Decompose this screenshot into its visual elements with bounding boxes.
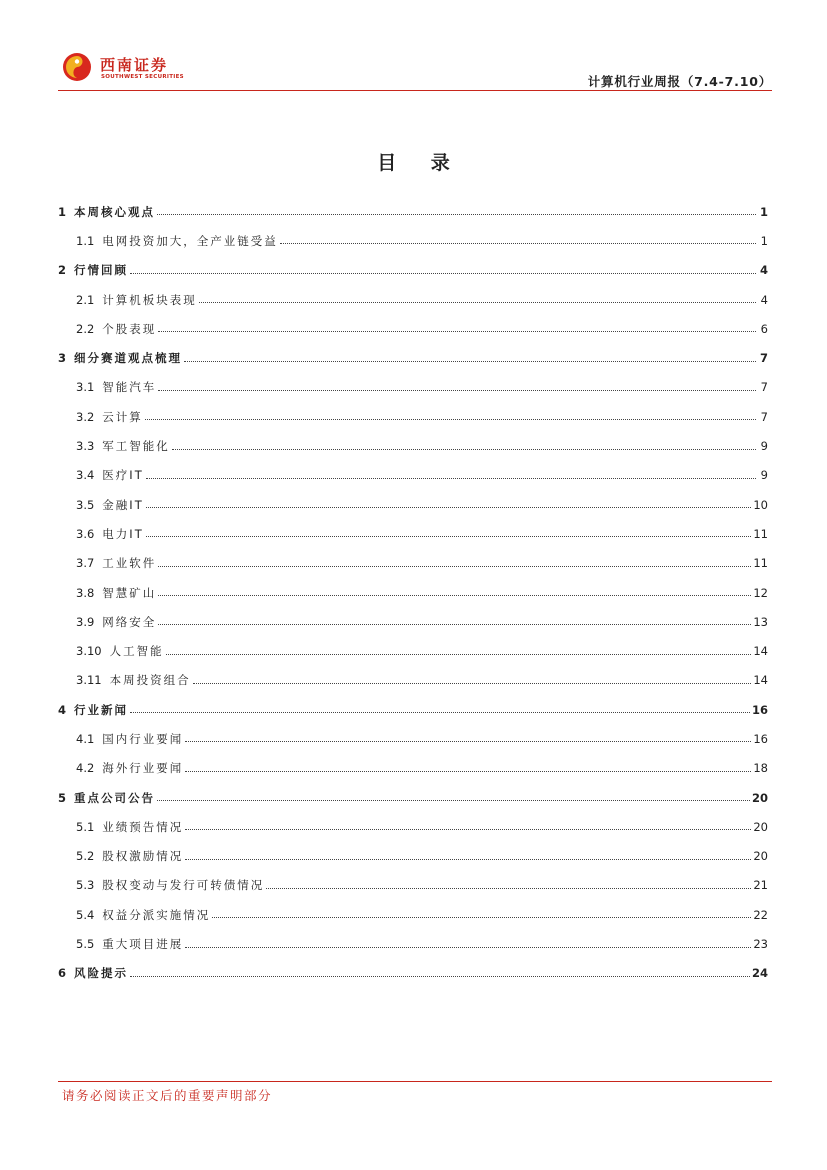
toc-subsection-entry[interactable] — [58, 461, 768, 490]
toc-page-number: 1 — [760, 233, 768, 248]
logo-chinese-name: 西南证券 — [100, 56, 169, 74]
toc-page-number: 7 — [759, 351, 768, 366]
toc-page-number: 11 — [753, 556, 768, 571]
toc-page-number: 11 — [753, 526, 768, 541]
toc-section-entry[interactable] — [58, 695, 768, 724]
toc-section-entry[interactable] — [58, 197, 768, 226]
toc-dot-leader — [199, 294, 756, 303]
toc-subsection-entry[interactable] — [58, 549, 768, 578]
toc-subsection-entry[interactable] — [58, 607, 768, 636]
table-of-contents — [58, 197, 768, 988]
toc-entry-number: 5.4 — [76, 907, 95, 922]
toc-section-entry[interactable] — [58, 959, 768, 988]
logo-english-name: SOUTHWEST SECURITIES — [101, 74, 184, 80]
toc-page-number: 20 — [751, 790, 768, 805]
toc-entry-number: 3.11 — [76, 673, 102, 688]
toc-page-number: 14 — [753, 673, 768, 688]
toc-subsection-entry[interactable] — [58, 842, 768, 871]
toc-dot-leader — [185, 763, 751, 772]
toc-entry-title: 云计算 — [102, 409, 143, 424]
toc-page-number: 12 — [753, 585, 768, 600]
footer-disclaimer: 请务必阅读正文后的重要声明部分 — [62, 1088, 273, 1103]
toc-entry-title: 网络安全 — [102, 614, 157, 629]
toc-entry-title: 智能汽车 — [102, 380, 157, 395]
toc-entry-title: 本周核心观点 — [74, 204, 156, 219]
toc-subsection-entry[interactable] — [58, 226, 768, 255]
toc-subsection-entry[interactable] — [58, 812, 768, 841]
toc-subsection-entry[interactable] — [58, 373, 768, 402]
toc-entry-number: 4.1 — [76, 731, 95, 746]
toc-page-number: 16 — [753, 731, 768, 746]
toc-entry-number: 3.4 — [76, 468, 95, 483]
toc-entry-title: 股权激励情况 — [102, 849, 184, 864]
toc-subsection-entry[interactable] — [58, 929, 768, 958]
toc-page-number: 22 — [753, 907, 768, 922]
toc-dot-leader — [166, 646, 752, 655]
toc-page-number: 7 — [760, 380, 768, 395]
toc-entry-number: 3.7 — [76, 556, 95, 571]
toc-entry-number: 3.2 — [76, 409, 95, 424]
company-logo — [62, 50, 192, 86]
toc-dot-leader — [130, 265, 756, 274]
toc-entry-number: 3.8 — [76, 585, 95, 600]
toc-page-number: 10 — [753, 497, 768, 512]
toc-page-number: 21 — [753, 878, 768, 893]
toc-page-number: 6 — [760, 321, 768, 336]
toc-page-number: 16 — [751, 702, 768, 717]
toc-dot-leader — [185, 939, 751, 948]
toc-entry-title: 人工智能 — [109, 644, 164, 659]
page-header — [58, 50, 772, 94]
toc-entry-title: 智慧矿山 — [102, 585, 157, 600]
toc-page-number: 13 — [753, 614, 768, 629]
toc-entry-number: 3.9 — [76, 614, 95, 629]
toc-entry-number: 5.2 — [76, 849, 95, 864]
toc-page-number: 20 — [753, 819, 768, 834]
toc-subsection-entry[interactable] — [58, 285, 768, 314]
toc-subsection-entry[interactable] — [58, 431, 768, 460]
toc-subsection-entry[interactable] — [58, 490, 768, 519]
toc-entry-number: 3.10 — [76, 644, 102, 659]
toc-page-number: 9 — [760, 468, 768, 483]
toc-entry-title: 风险提示 — [74, 966, 129, 981]
toc-subsection-entry[interactable] — [58, 578, 768, 607]
logo-mark-icon — [62, 52, 92, 82]
toc-entry-title: 金融IT — [102, 497, 144, 512]
toc-subsection-entry[interactable] — [58, 871, 768, 900]
toc-entry-number: 1 — [58, 204, 67, 219]
toc-entry-number: 5 — [58, 790, 67, 805]
toc-dot-leader — [158, 323, 756, 332]
toc-page-number: 4 — [759, 263, 768, 278]
toc-entry-number: 3.3 — [76, 439, 95, 454]
toc-subsection-entry[interactable] — [58, 636, 768, 665]
toc-dot-leader — [157, 206, 756, 215]
toc-entry-title: 重点公司公告 — [74, 790, 156, 805]
toc-heading: 目 录 — [377, 152, 464, 174]
toc-entry-title: 业绩预告情况 — [102, 819, 184, 834]
toc-dot-leader — [172, 441, 756, 450]
toc-entry-number: 5.1 — [76, 819, 95, 834]
toc-dot-leader — [212, 909, 751, 918]
toc-dot-leader — [146, 470, 756, 479]
toc-dot-leader — [146, 499, 752, 508]
toc-dot-leader — [158, 587, 751, 596]
toc-page-number: 1 — [759, 204, 768, 219]
report-title: 计算机行业周报（7.4-7.10） — [587, 74, 772, 89]
toc-entry-title: 重大项目进展 — [102, 937, 184, 952]
toc-entry-number: 5.3 — [76, 878, 95, 893]
toc-entry-title: 医疗IT — [102, 468, 144, 483]
toc-subsection-entry[interactable] — [58, 900, 768, 929]
toc-dot-leader — [185, 851, 751, 860]
toc-entry-title: 电力IT — [102, 526, 144, 541]
toc-dot-leader — [185, 733, 751, 742]
toc-dot-leader — [193, 675, 752, 684]
footer-divider — [58, 1081, 772, 1082]
toc-dot-leader — [280, 235, 756, 244]
toc-entry-title: 行情回顾 — [74, 263, 129, 278]
toc-entry-title: 权益分派实施情况 — [102, 907, 211, 922]
toc-entry-title: 股权变动与发行可转债情况 — [102, 878, 265, 893]
toc-subsection-entry[interactable] — [58, 724, 768, 753]
toc-page-number: 24 — [751, 966, 768, 981]
toc-entry-title: 行业新闻 — [74, 702, 129, 717]
toc-entry-title: 个股表现 — [102, 321, 157, 336]
toc-dot-leader — [130, 968, 750, 977]
toc-entry-number: 3 — [58, 351, 67, 366]
toc-dot-leader — [158, 558, 751, 567]
toc-entry-number: 1.1 — [76, 233, 95, 248]
toc-page-number: 14 — [753, 644, 768, 659]
toc-entry-number: 2 — [58, 263, 67, 278]
toc-subsection-entry[interactable] — [58, 519, 768, 548]
toc-dot-leader — [145, 411, 756, 420]
toc-entry-number: 6 — [58, 966, 67, 981]
toc-entry-number: 5.5 — [76, 937, 95, 952]
toc-section-entry[interactable] — [58, 256, 768, 285]
toc-entry-title: 海外行业要闻 — [102, 761, 184, 776]
toc-entry-number: 2.1 — [76, 292, 95, 307]
toc-entry-title: 电网投资加大，全产业链受益 — [102, 233, 278, 248]
toc-dot-leader — [146, 528, 752, 537]
toc-dot-leader — [158, 616, 751, 625]
toc-page-number: 9 — [760, 439, 768, 454]
toc-dot-leader — [157, 792, 750, 801]
toc-page-number: 23 — [753, 937, 768, 952]
toc-page-number: 18 — [753, 761, 768, 776]
toc-subsection-entry[interactable] — [58, 666, 768, 695]
toc-entry-number: 4 — [58, 702, 67, 717]
toc-entry-title: 细分赛道观点梳理 — [74, 351, 183, 366]
toc-page-number: 7 — [760, 409, 768, 424]
header-divider — [58, 90, 772, 91]
toc-entry-title: 计算机板块表现 — [102, 292, 197, 307]
toc-entry-number: 2.2 — [76, 321, 95, 336]
toc-page-number: 20 — [753, 849, 768, 864]
toc-entry-number: 3.5 — [76, 497, 95, 512]
toc-dot-leader — [158, 382, 756, 391]
toc-dot-leader — [266, 880, 751, 889]
toc-entry-title: 军工智能化 — [102, 439, 170, 454]
toc-section-entry[interactable] — [58, 343, 768, 372]
toc-entry-number: 4.2 — [76, 761, 95, 776]
toc-subsection-entry[interactable] — [58, 314, 768, 343]
toc-entry-title: 工业软件 — [102, 556, 157, 571]
toc-entry-title: 国内行业要闻 — [102, 731, 184, 746]
toc-entry-number: 3.1 — [76, 380, 95, 395]
toc-subsection-entry[interactable] — [58, 402, 768, 431]
toc-dot-leader — [130, 704, 750, 713]
toc-page-number: 4 — [760, 292, 768, 307]
toc-dot-leader — [185, 821, 751, 830]
toc-entry-number: 3.6 — [76, 526, 95, 541]
toc-section-entry[interactable] — [58, 783, 768, 812]
toc-entry-title: 本周投资组合 — [109, 673, 191, 688]
toc-subsection-entry[interactable] — [58, 754, 768, 783]
toc-dot-leader — [184, 353, 756, 362]
